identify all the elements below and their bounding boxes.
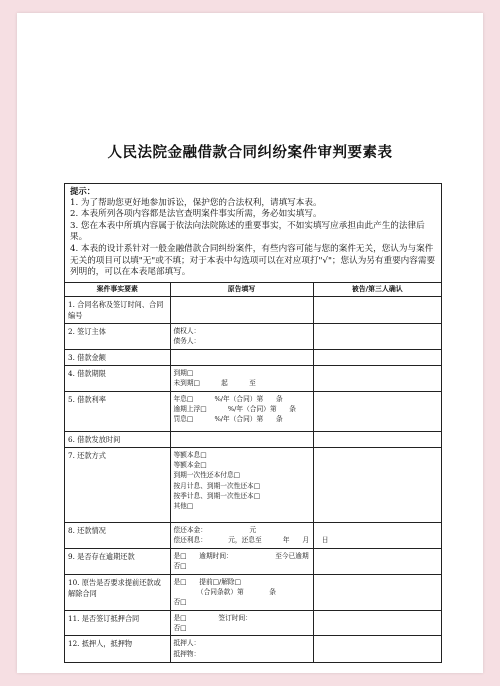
- defendant-confirm-cell[interactable]: [313, 610, 441, 636]
- element-label: 10. 原告是否要求提前还款或解除合同: [65, 574, 170, 610]
- table-row: [65, 431, 441, 447]
- defendant-confirm-cell[interactable]: [313, 391, 441, 431]
- column-header-plaintiff: 原告填写: [170, 283, 313, 297]
- document-page: [17, 13, 483, 673]
- element-label: 12. 抵押人，抵押物: [65, 636, 170, 662]
- table-row: [65, 349, 441, 365]
- column-header-defendant: 被告/第三人确认: [313, 283, 441, 297]
- fill-line: 等额本息□: [173, 450, 207, 459]
- defendant-confirm-cell[interactable]: [313, 431, 441, 447]
- element-label: 5. 借款利率: [65, 391, 170, 431]
- table-row: [65, 574, 441, 610]
- element-label: 4. 借款期限: [65, 365, 170, 391]
- table-row: [65, 323, 441, 349]
- element-form: [64, 183, 442, 663]
- fill-line: 否□: [173, 598, 187, 607]
- table-row: [65, 636, 441, 662]
- table-row: [65, 610, 441, 636]
- fill-line: 年息□ %/年（合同）第 条: [173, 394, 283, 403]
- plaintiff-fill-cell[interactable]: [170, 574, 313, 610]
- fill-line: 按季计息、到期一次性还本□: [173, 491, 261, 500]
- defendant-confirm-cell[interactable]: [313, 522, 441, 548]
- table-row: [65, 522, 441, 548]
- fill-line: 等额本金□: [173, 461, 207, 470]
- defendant-confirm-cell[interactable]: [313, 636, 441, 662]
- defendant-confirm-cell[interactable]: [313, 447, 441, 522]
- element-label: 8. 还款情况: [65, 522, 170, 548]
- fill-line: 到期□: [173, 368, 194, 377]
- fill-line: 抵押物：: [173, 649, 201, 658]
- defendant-confirm-cell[interactable]: [313, 349, 441, 365]
- defendant-confirm-cell[interactable]: [313, 323, 441, 349]
- column-header-element: 案件事实要素: [65, 283, 170, 297]
- fill-line: 是□ 签订时间：: [173, 613, 252, 622]
- fill-line: 偿还本金： 元: [173, 525, 257, 534]
- fill-line: 罚息□ %/年（合同）第 条: [173, 415, 283, 424]
- fill-line: 债务人：: [173, 337, 201, 346]
- notice-box: [65, 184, 441, 283]
- elements-table: [65, 283, 441, 662]
- fill-line: 否□: [173, 562, 187, 571]
- plaintiff-fill-cell[interactable]: [170, 323, 313, 349]
- element-label: 2. 签订主体: [65, 323, 170, 349]
- table-row: [65, 391, 441, 431]
- plaintiff-fill-cell[interactable]: [170, 349, 313, 365]
- fill-line: 是□ 提前□/解除□: [173, 577, 241, 586]
- plaintiff-fill-cell[interactable]: [170, 391, 313, 431]
- element-label: 6. 借款发放时间: [65, 431, 170, 447]
- element-label: 1. 合同名称及签订时间、合同编号: [65, 296, 170, 323]
- defendant-confirm-cell[interactable]: [313, 574, 441, 610]
- defendant-confirm-cell[interactable]: [313, 548, 441, 574]
- table-row: [65, 548, 441, 574]
- table-row: [65, 447, 441, 522]
- fill-line: 逾期上浮□ %/年（合同）第 条: [173, 405, 296, 414]
- fill-line: 债权人：: [173, 326, 201, 335]
- plaintiff-fill-cell[interactable]: [170, 636, 313, 662]
- fill-line: 抵押人：: [173, 639, 201, 648]
- element-label: 11. 是否签订抵押合同: [65, 610, 170, 636]
- defendant-confirm-cell[interactable]: [313, 365, 441, 391]
- fill-line: 到期一次性还本付息□: [173, 471, 241, 480]
- defendant-confirm-cell[interactable]: [313, 296, 441, 323]
- fill-line: 未到期□ 起 至: [173, 379, 256, 388]
- fill-line: 否□: [173, 623, 187, 632]
- plaintiff-fill-cell[interactable]: [170, 447, 313, 522]
- fill-line: 其他□: [173, 502, 194, 511]
- plaintiff-fill-cell[interactable]: [170, 296, 313, 323]
- notice-line: 2. 本表所列各项内容都是法官查明案件事实所需，务必如实填写。: [70, 209, 322, 220]
- plaintiff-fill-cell[interactable]: [170, 431, 313, 447]
- notice-line: 1. 为了帮助您更好地参加诉讼，保护您的合法权利，请填写本表。: [70, 197, 322, 208]
- fill-line: 按月计息、到期一次性还本□: [173, 481, 261, 490]
- notice-heading: 提示：: [70, 186, 96, 196]
- fill-line: 偿还利息： 元，还息至 年 月 日: [173, 536, 329, 545]
- plaintiff-fill-cell[interactable]: [170, 548, 313, 574]
- table-row: [65, 365, 441, 391]
- plaintiff-fill-cell[interactable]: [170, 522, 329, 548]
- element-label: 7. 还款方式: [65, 447, 170, 522]
- document-title: 人民法院金融借款合同纠纷案件审判要素表: [107, 145, 393, 161]
- element-label: 9. 是否存在逾期还款: [65, 548, 170, 574]
- element-label: 3. 借款金额: [65, 349, 170, 365]
- plaintiff-fill-cell[interactable]: [170, 610, 313, 636]
- notice-line: 4. 本表的设计系针对一般金融借款合同纠纷案件，有些内容可能与您的案件无关，您认为与案件无关的项目可以填"无"或不填；对于本表中勾选项可以在对应项打"√"；您认为另有重要内容需要列明的，可以在本表尾部填写。: [70, 243, 436, 278]
- fill-line: （合同条款）第 条: [173, 588, 276, 597]
- plaintiff-fill-cell[interactable]: [170, 365, 313, 391]
- table-row: [65, 296, 441, 323]
- notice-line: 3. 您在本表中所填内容属于依法向法院陈述的重要事实，不如实填写应承担由此产生的法律后果。: [70, 220, 425, 243]
- fill-line: 是□ 逾期时间： 至今已逾期: [173, 551, 309, 560]
- table-header-row: [65, 283, 441, 297]
